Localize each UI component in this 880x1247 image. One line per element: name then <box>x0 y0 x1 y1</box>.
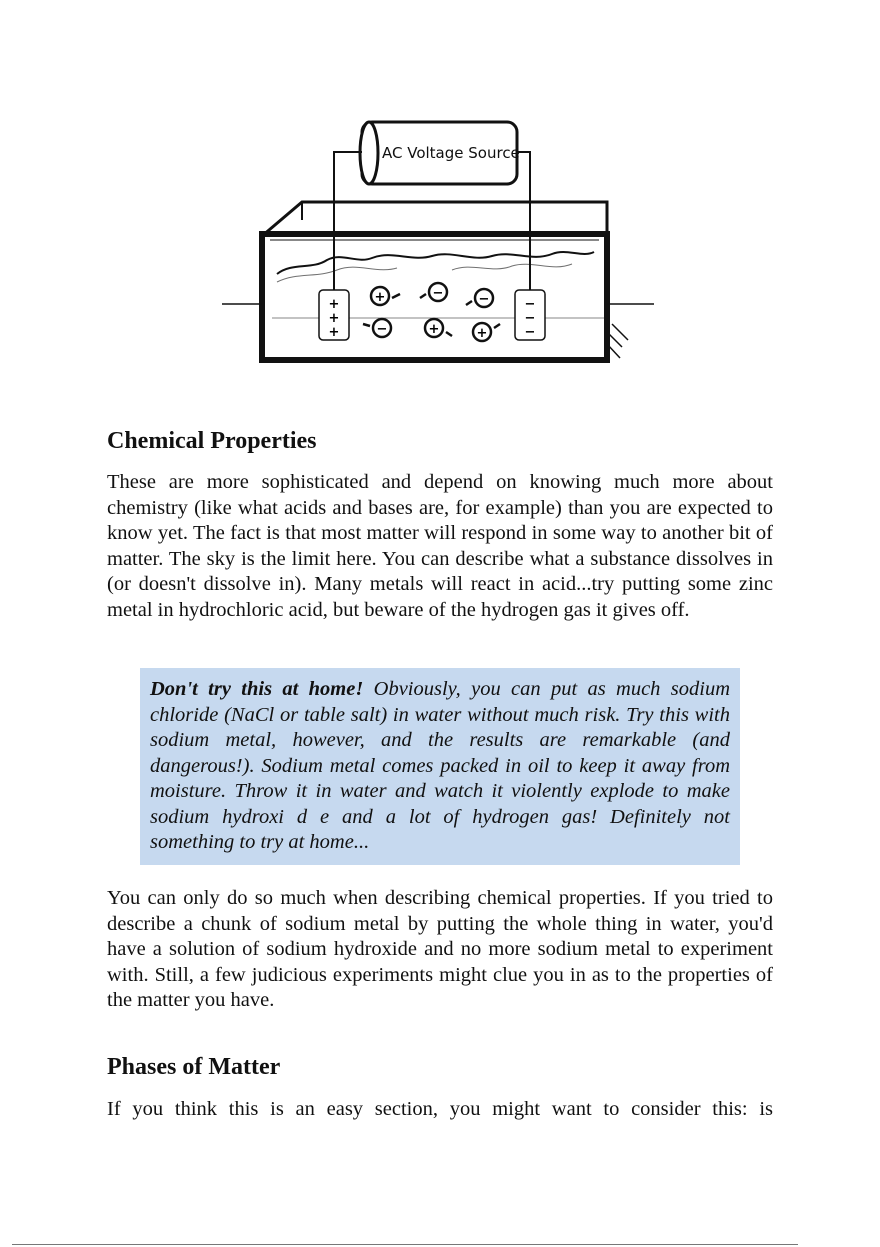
ion <box>466 289 493 307</box>
ion-sign: − <box>478 292 490 307</box>
wire-right <box>517 152 530 302</box>
anode-sign: + <box>328 297 340 312</box>
ion-sign: + <box>476 326 488 341</box>
cathode-sign: − <box>524 325 536 340</box>
ion-sign: − <box>376 322 388 337</box>
footer-divider <box>12 1244 798 1245</box>
cathode-electrode <box>515 290 545 340</box>
ac-voltage-source <box>360 122 520 184</box>
callout-text <box>150 677 730 856</box>
ion-sign: + <box>374 290 386 305</box>
cathode-sign: − <box>524 311 536 326</box>
section-heading-phases-of-matter: Phases of Matter <box>107 1054 281 1080</box>
warning-callout-box <box>140 668 740 865</box>
electrolysis-diagram <box>222 112 662 372</box>
section-heading-chemical-properties: Chemical Properties <box>107 428 317 454</box>
ion-sign: + <box>428 322 440 337</box>
cathode-sign: − <box>524 297 536 312</box>
anode-sign: + <box>328 325 340 340</box>
anode-electrode <box>319 290 349 340</box>
ion <box>420 283 447 301</box>
ion <box>371 287 400 305</box>
ion-sign: − <box>432 286 444 301</box>
phases-of-matter-paragraph: If you think this is an easy section, you might want to consider this: is <box>107 1098 773 1120</box>
callout-body: Obviously, you can put as much sodium chloride (NaCl or table salt) in water without much risk. Try this with sodium metal, however, and the results are remarkable (and dangerous!). Sodium metal comes packed in oil to keep it away from moisture. Throw it in water and watch it violently explode to make sodium hydroxi d e and a lot of hydrogen gas! Definitely not something to try at home... <box>150 678 730 853</box>
chemical-properties-paragraph-2: You can only do so much when describing chemical properties. If you tried to describe a chunk of sodium metal by putting the whole thing in water, you'd have a solution of sodium hydroxide and no more sodium metal to experiment with. Still, a few judicious experiments might clue you in as to the properties of the matter you have. <box>107 887 773 1011</box>
ion <box>473 323 500 341</box>
anode-sign: + <box>328 311 340 326</box>
ion <box>425 319 452 337</box>
electrolysis-illustration <box>222 112 662 372</box>
voltage-source-label: AC Voltage Source <box>382 144 520 162</box>
callout-lead: Don't try this at home! <box>150 678 364 700</box>
chemical-properties-paragraph: These are more sophisticated and depend on knowing much more about chemistry (like what acids and bases are, for example) than you are expected to know yet. The fact is that most matter will respond in some way to another bit of matter. The sky is the limit here. You can describe what a substance dissolves in (or doesn't dissolve in). Many metals will react in acid...try putting some zinc metal in hydrochloric acid, but beware of the hydrogen gas it gives off. <box>107 471 773 621</box>
ion <box>363 319 391 337</box>
